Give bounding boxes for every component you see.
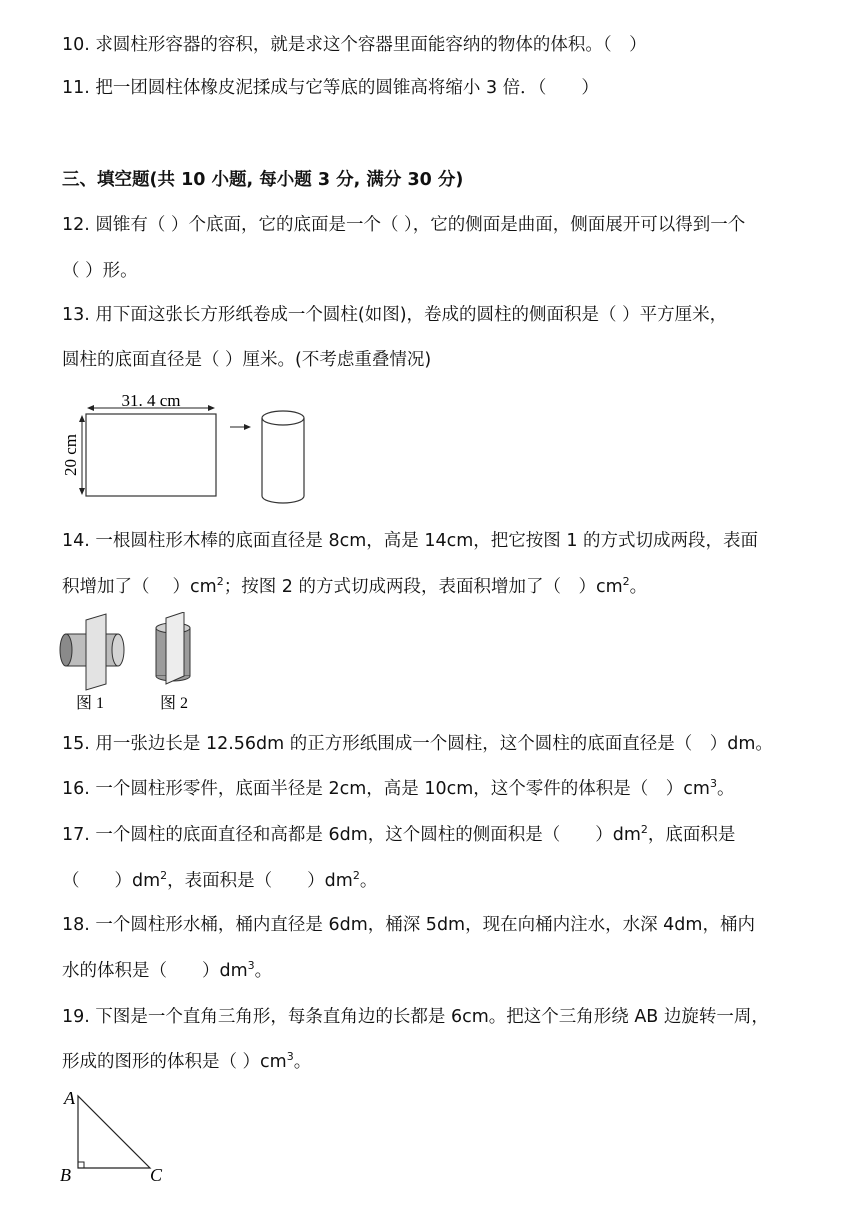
- question-18-line-2: 水的体积是（ ）$dm^3$。: [62, 959, 273, 981]
- question-14-line-1: 14. 一根圆柱形木棒的底面直径是 8cm，高是 14cm，把它按图 1 的方式切成两段，表面: [62, 531, 759, 551]
- rectangle-to-cylinder-figure: [56, 388, 316, 508]
- question-15: 15. 用一张边长是 12.56dm 的正方形纸围成一个圆柱，这个圆柱的底面直径是（ ）dm。: [62, 734, 773, 754]
- figure-1-caption: 图 1: [75, 695, 105, 712]
- vertex-c-label: C: [150, 1165, 163, 1185]
- cylinder-bottom: [262, 496, 304, 503]
- figure-2-caption: 图 2: [159, 695, 189, 712]
- vertex-a-label: A: [64, 1088, 75, 1108]
- question-10: 10. 求圆柱形容器的容积，就是求这个容器里面能容纳的物体的体积。（ ）: [62, 35, 647, 55]
- question-11: 11. 把一团圆柱体橡皮泥揉成与它等底的圆锥高将缩小 3 倍．（ ）: [62, 78, 599, 98]
- question-14-line-2: 积增加了（ ）$cm^2$；按图 2 的方式切成两段，表面积增加了（ ）$cm^2$。: [62, 575, 648, 597]
- width-label: 31. 4 cm: [121, 391, 181, 410]
- question-19-line-1: 19. 下图是一个直角三角形，每条直角边的长都是 6cm。把这个三角形绕 AB 边旋转一周，: [62, 1007, 769, 1027]
- paper-rectangle: [86, 414, 216, 496]
- height-label: 20 cm: [61, 433, 80, 477]
- question-18-line-1: 18. 一个圆柱形水桶，桶内直径是 6dm，桶深 5dm，现在向桶内注水，水深 4dm，桶内: [62, 915, 755, 935]
- cut-cylinder-figures: [58, 612, 218, 712]
- question-12-line-2: （ ）形。: [62, 261, 138, 281]
- vertex-b-label: B: [60, 1165, 71, 1185]
- section-heading-fill-in: 三、填空题(共 10 小题, 每小题 3 分, 满分 30 分): [62, 170, 464, 190]
- question-16: 16. 一个圆柱形零件，底面半径是 2cm，高是 10cm，这个零件的体积是（ ）$cm^3$。: [62, 777, 735, 799]
- question-17-line-1: 17. 一个圆柱的底面直径和高都是 6dm，这个圆柱的侧面积是（ ）$dm^2$，底面积是: [62, 823, 736, 845]
- question-13-line-2: 圆柱的底面直径是（ ）厘米。(不考虑重叠情况): [62, 350, 432, 370]
- figure-2-vertical-cylinder: [156, 612, 190, 684]
- question-12-line-1: 12. 圆锥有（ ）个底面，它的底面是一个（ ），它的侧面是曲面，侧面展开可以得到一个: [62, 215, 746, 235]
- right-triangle-figure: [58, 1086, 178, 1186]
- question-19-line-2: 形成的图形的体积是（ ）$cm^3$。: [62, 1050, 312, 1072]
- cylinder-top: [262, 411, 304, 425]
- question-17-line-2: （ ）$dm^2$，表面积是（ ）$dm^2$。: [62, 869, 378, 891]
- figure-1-horizontal-cylinder: [60, 614, 124, 690]
- question-13-line-1: 13. 用下面这张长方形纸卷成一个圆柱(如图)，卷成的圆柱的侧面积是（ ）平方厘米，: [62, 305, 728, 325]
